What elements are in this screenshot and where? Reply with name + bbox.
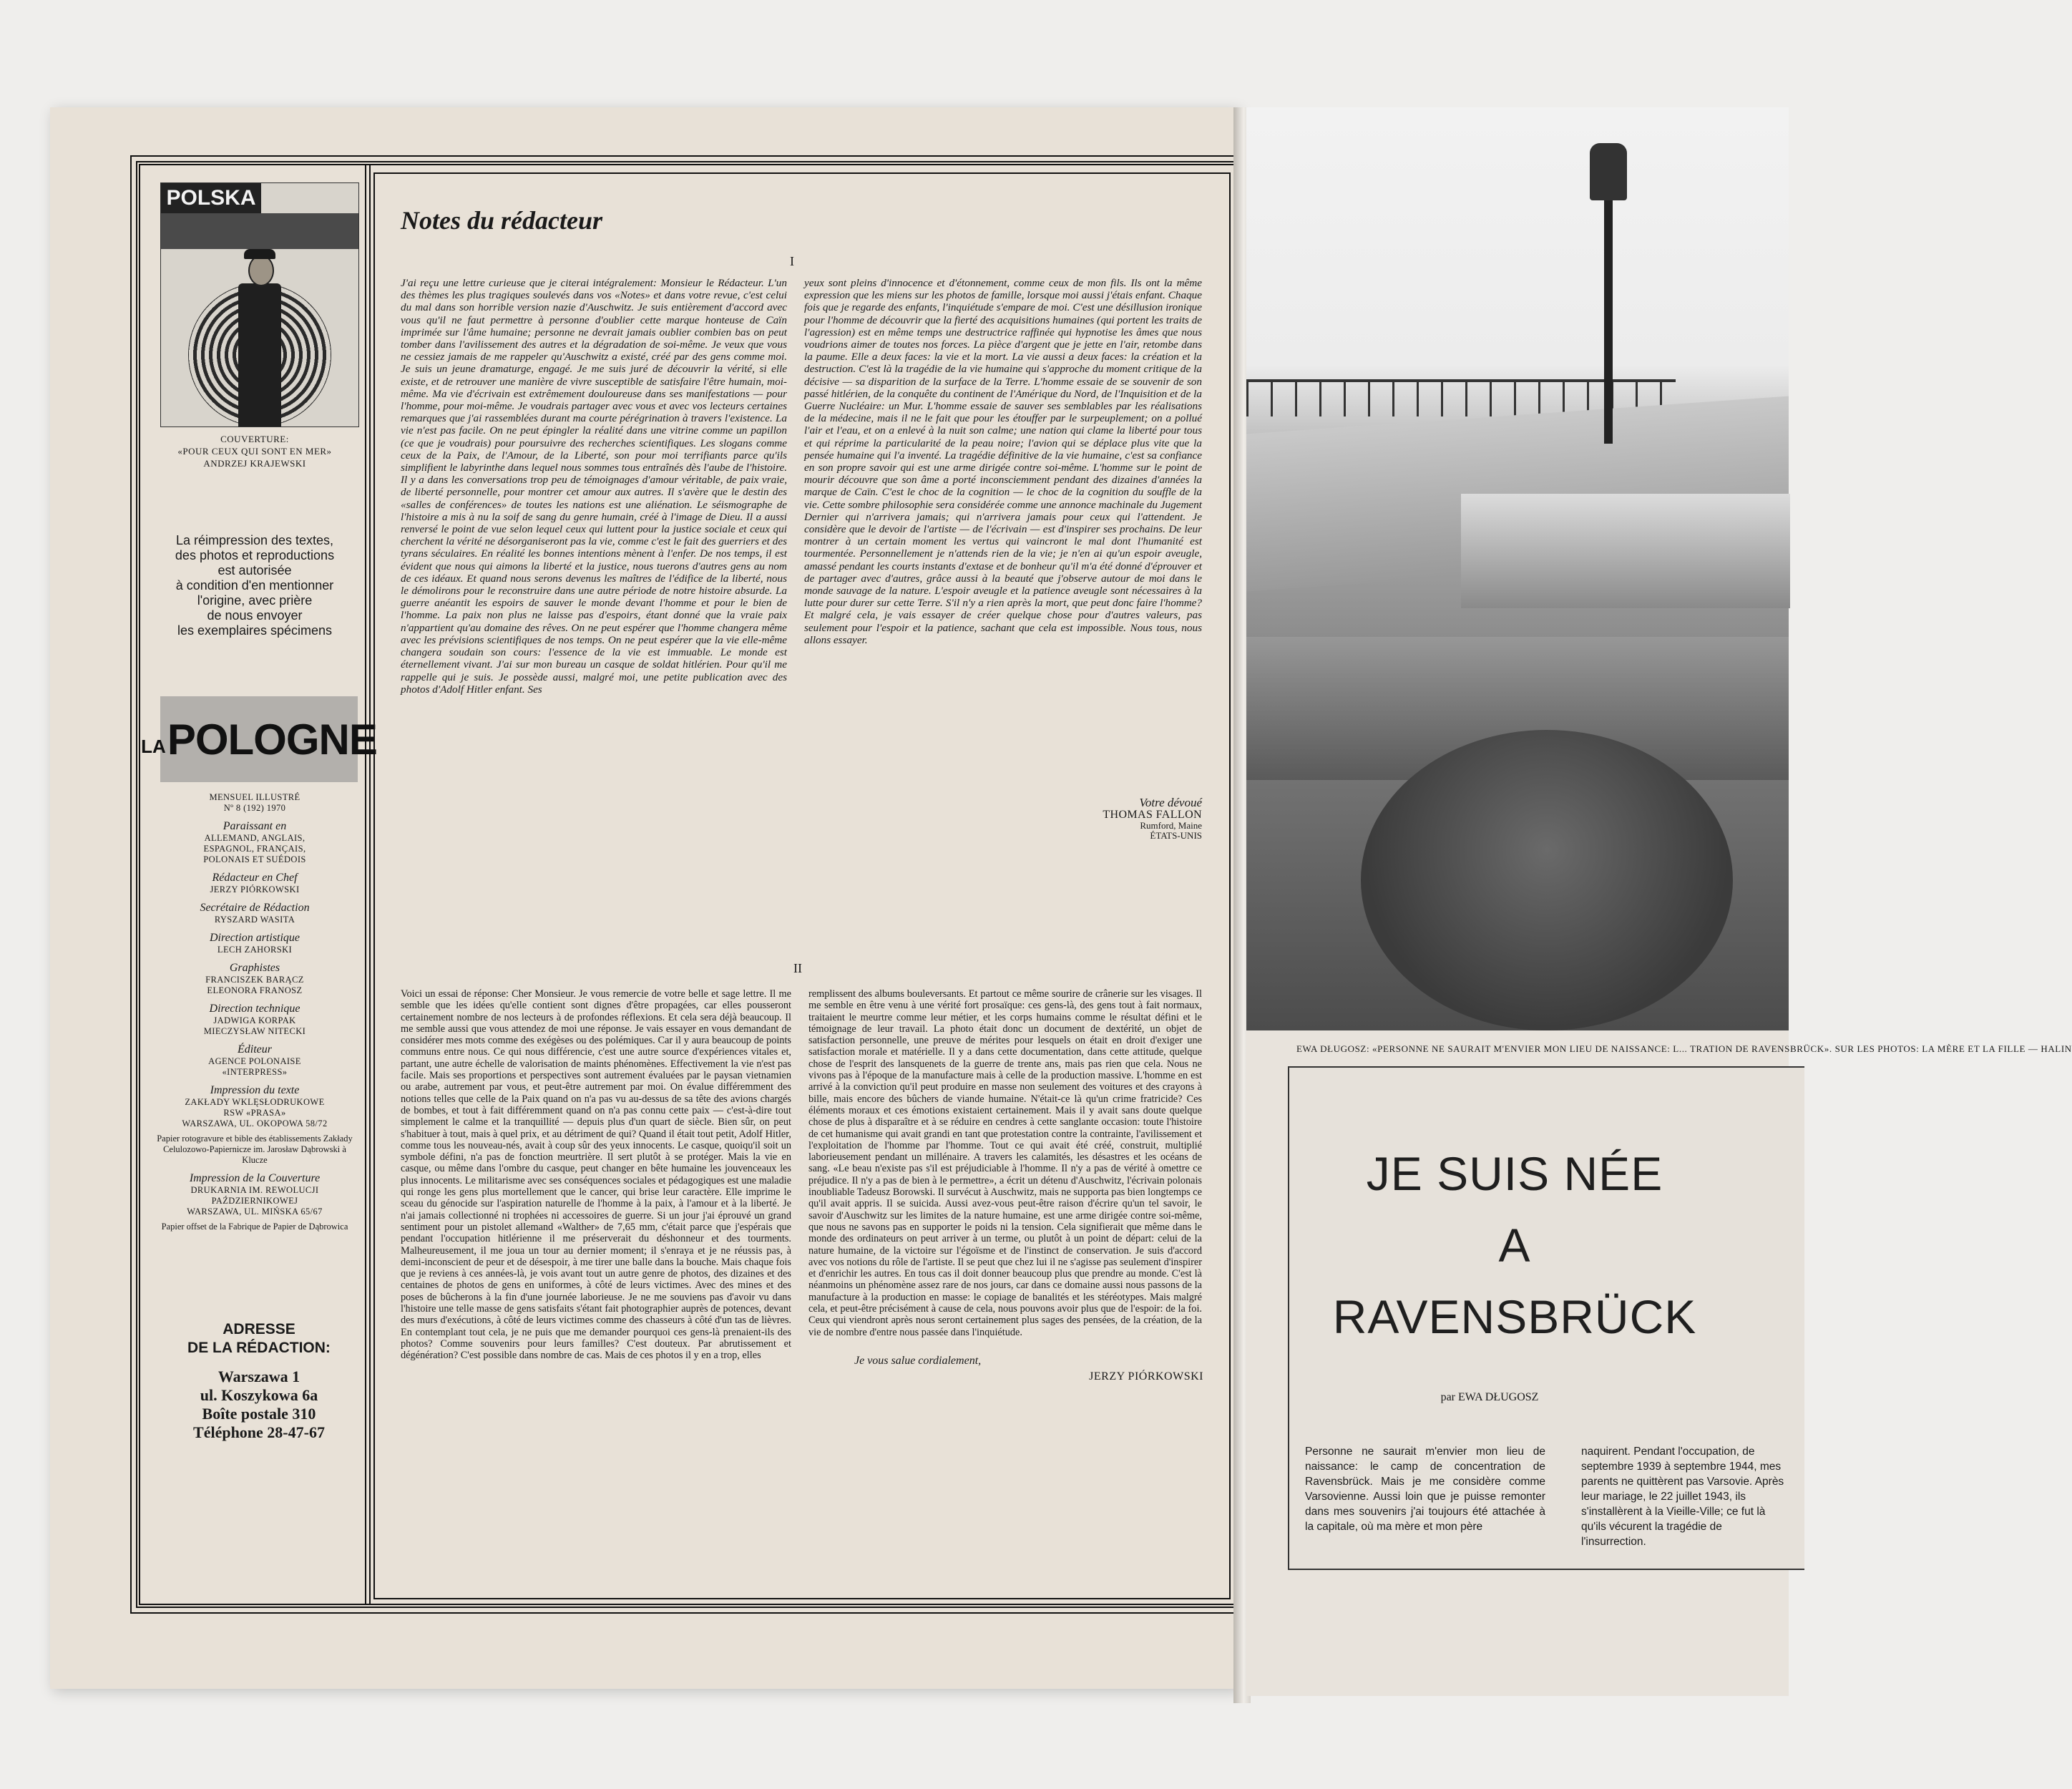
reprint-line: les exemplaires spécimens (177, 623, 333, 638)
cover-thumbnail (160, 182, 359, 427)
signature-closing: Votre dévoué (1139, 796, 1202, 809)
editorial-address (160, 1320, 358, 1442)
letter-column-1: J'ai reçu une lettre curieuse que je citerai intégralement: Monsieur le Rédacteur. L'un des thèmes les plus tragiques soulevés dans vos «Notes» et dans votre revue, c'est celui du mal dans son horrible version nazie d'Auschwitz. Je suis entièrement d'accord avec vous qu'il ne faut permettre à personne d'oublier cette marque honteuse de Caïn imprimée sur l'âme humaine; personne ne devrait jamais oublier combien bas on peut tomber dans l'avilissement des autres et la dégradation de soi-même. Je veux que vous ne cessiez jamais de me rappeler qu'Auschwitz a existé, créé par des gens comme moi. Je suis un jeune dramaturge, engagé. Je me suis juré de découvrir la vérité, si elle existe, et de retrouver une manière de vivre susceptible de satisfaire l'être humain, moi-même. Ma vie d'écrivain est extrêmement douloureuse dans ses manifestations — pour l'homme, pour moi-même. Je voudrais partager avec vous et avec vos lecteurs certaines remarques que j'ai rassemblées durant ma courte pérégrination à travers l'existence. La vie n'est pas facile. On ne peut épingler la réalité dans une vitrine comme un papillon (ce que je voudrais) pour poursuivre des recherches scientifiques. Les slogans comme ceux de la Paix, de l'Amour, de la Liberté, son pour moi terrifiants parce qu'ils simplifient le labyrinthe dans lequel nous sommes tous entraînés dès l'aube de l'histoire. Il y a dans les conversations trop peu de témoignages d'amour véritable, de paix vraie, de liberté personnelle, pour montrer cet amour aux autres. Il s'avère que le destin des «salles de conférences» de toutes les nations est une aliénation. Le séismographe de l'histoire a mis à nu la soif de sang du genre humain, créé à l'image de Dieu. Il a aussi renversé le point de vue selon lequel ceux qui luttent pour la justice sociale et ceux qui cherchent la vérité ne désorganiseront pas la vie, comme c'est le fait des guerriers et des tyrans séculaires. En réalité les bonnes intentions mènent à l'enfer. De nos temps, il est évident que nous qui aimons la liberté et la justice, nous tuerons d'autres gens au nom de ces idéaux. Et quand nous serons devenus les maîtres de l'édifice de la liberté, nous le démolirons pour le reconstruire dans une autre période de notre histoire absurde. La guerre anéantit les espoirs de sauver le monde devant l'homme et pour le bien de l'homme. La paix non plus ne laisse pas d'espoirs, étant donné que la vraie paix n'appartient qu'au domaine des rêves. On ne peut espérer que l'homme changera même avec les prévisions scientifiques de nos temps. On ne peut espérer que la vie elle-même changera soudain son cours: l'essence de la vie est immuable. Le monde est éternellement vivant. J'ai sur mon bureau un casque de soldat hitlérien. Pour qu'il me rappelle qui je suis. Je possède aussi, malgré moi, une petite publication avec des photos d'Adolf Hitler enfant. Ses (401, 277, 787, 696)
letter-column-2: yeux sont pleins d'innocence et d'étonnement, comme ceux de mon fils. Ils ont la même expression que les miens sur les photos de famille, lorsque moi aussi j'étais enfant. Chaque fois que je regarde des enfants, l'inquiétude s'empare de moi. C'est une désillusion ironique pour l'homme de découvrir que la fierté des acquisitions humaines (qui portent les traits de l'agression) est en même temps une destructrice raffinée qui hypnotise les âmes que nous voudrions aimer de toutes nos forces. La pièce d'argent que je jette en l'air, retombe dans la paume. Elle a deux faces: la vie et la mort. La vie aussi a deux faces: la création et la destruction. C'est là la tragédie de la vie humaine qui s'approche du moment critique de la décisive — sa disparition de la surface de la Terre. L'homme essaie de se souvenir de son passé hitlérien, de la conquête du continent de l'Amérique du Nord, de l'Inquisition et de la Guerre Nucléaire: un Mur. L'homme essaie de sauver ses semblables par les réalisations de la médecine, mais il ne le fait que pour les étouffer par le surpeuplement; on a pollué l'air et l'eau, et on a enlevé à la nuit son calme; une nation qui clame la liberté pour tous et qui réprime la particularité de la peau noire; l'avion qui se déplace plus vite que la pensée humaine qui l'a inventé. La tragédie définitive de la vie humaine, c'est sa confiance en son propre savoir qui est une arme dirigée contre soi-même. L'homme sur le point de mourir découvre que son âme a porté inconsciemment pendant des dizaines d'années la marque de Caïn. C'est le choc de la cognition — le choc de la cognition du souffle de la vie. Cette sombre philosophie sera considérée comme une annonce machinale du Jugement Dernier qui n'arrivera jamais; qui n'arrivera jamais pour ceux qui l'attendent. Je considère que le devoir de l'artiste — de l'écrivain — est d'inspirer ses prochains. De leur montrer à un certain moment les vertus qui vaincront le mal dont l'humanité est tourmentée. Personnellement je n'attends rien de la vie; je n'en ai qu'un espoir aveugle, amassé pendant les courts instants d'extase et de bonheur qu'il m'a été donné d'éprouver et de partager avec d'autres, grâce aussi à la beauté que j'observe autour de moi dans le monde sauvage de la nature. L'espoir aveugle et la patience aveugle sont nécessaires à la lutte pour durer sur cette Terre. S'il n'y a rien après la mort, que peut donc faire l'homme? Et malgré cela, je vais essayer de créer quelque chose pour d'autres valeurs, pas seulement pour l'espoir et la patience, sachant que cela est impossible. Nous tous, nous allons essayer. (804, 277, 1202, 646)
cover-caption-line: COUVERTURE: (220, 434, 289, 444)
masthead-role: Graphistes (229, 962, 280, 974)
article-byline: par EWA DŁUGOSZ (1440, 1391, 1539, 1403)
address-line: ul. Koszykowa 6a (200, 1386, 318, 1404)
logo-name: POLOGNE (167, 715, 377, 764)
masthead-line: MENSUEL ILLUSTRÉ (209, 792, 300, 802)
masthead-role: Secrétaire de Rédaction (200, 902, 310, 914)
left-page (50, 107, 1238, 1689)
page-title: Notes du rédacteur (401, 206, 602, 235)
reprint-line: l'origine, avec prière (197, 593, 313, 608)
masthead-line: DRUKARNIA IM. REWOLUCJI (190, 1185, 319, 1195)
masthead-role: Impression de la Couverture (189, 1172, 321, 1184)
address-heading: ADRESSE (223, 1321, 295, 1337)
reply-signature: JERZY PIÓRKOWSKI (1089, 1370, 1203, 1383)
masthead-role: Paraissant en (223, 820, 287, 832)
masthead-line: «INTERPRESS» (222, 1067, 288, 1077)
signature-country: ÉTATS-UNIS (1150, 830, 1202, 841)
masthead-sidebar (141, 175, 377, 1591)
cover-ship-strip (161, 213, 358, 249)
article-column-2: naquirent. Pendant l'occupation, de septembre 1939 à septembre 1944, mes parents ne quittèrent pas Varsovie. Après leur mariage, le 22 juillet 1943, ils s'installèrent à la Vieille-Ville; ce fut là qu'ils vécurent la tragédie de l'insurrection. (1581, 1446, 1784, 1548)
masthead-line: WARSZAWA, UL. OKOPOWA 58/72 (182, 1118, 328, 1129)
reprint-line: est autorisée (218, 563, 292, 577)
masthead-role: Rédacteur en Chef (212, 872, 298, 884)
masthead-line: POLONAIS ET SUÉDOIS (203, 854, 306, 864)
masthead-role: Direction technique (209, 1003, 300, 1015)
cover-brand: POLSKA (161, 183, 261, 213)
headline-line: A (1498, 1219, 1531, 1272)
masthead-line: WARSZAWA, UL. MIŃSKA 65/67 (187, 1207, 323, 1217)
reprint-line: de nous envoyer (207, 608, 303, 623)
photo-steps (1461, 494, 1790, 608)
headline-line: RAVENSBRÜCK (1332, 1290, 1697, 1343)
masthead-role: Direction artistique (209, 932, 300, 944)
masthead-note: Papier rotogravure et bible des établissements Zakłady Celulozowo-Papiernicze im. Jarosław Dąbrowski à Kluczе (157, 1134, 353, 1165)
masthead-line: Nº 8 (192) 1970 (223, 803, 286, 813)
logo-la: LA (141, 735, 166, 757)
masthead-line: FRANCISZEK BARĄCZ (205, 975, 304, 985)
reply-column-2: remplissent des albums bouleversants. Et partout ce même sourire de crânerie sur les visages. Il me semble en être venu à une vérité fort prosaïque: ces gens-là, des gens tout à fait normaux, traitaient le meurtre comme leur métier, et les corps humains comme le résultat défini et le témoignage de leur travail. La photo était donc un document de dextérité, un objet de satisfaction personnelle, une preuve de mérites pour lesquels on était en droit d'exiger une satisfaction morale et matérielle. Il y a dans cette documentation, dans cette attitude, quelque chose de l'esprit des lansquenets de la guerre de trente ans, mais pas rien que cela. Nous ne vivons pas à l'époque de la manufacture mais à celle de la production massive. L'homme en est arrivé à la conviction qu'il peut produire en masse non seulement des voitures et des crayons à bille, mais encore des bûchers de viande humaine. N'était-ce là qu'un crime fratricide? Ces éléments moraux et ces émotions existaient certainement. Mais il y avait sans doute quelque chose de plus à disparaître et à se réduire en cendres à cette sanglante occasion: toute l'histoire de cet humanisme qui avait grandi en tant que protestation contre la contrainte, l'avilissement et l'exploitation de l'homme par l'homme. Tout ce qui avait été créé, construit, multiplié laborieusement pendant un millénaire. A travers les calamités, les désastres et les océans de sang. «Le beau n'existe pas s'il est préjudiciable à l'homme. Il n'y a pas de vérité à omettre ce préjudice. Il n'y a pas de bien à le permettre», a écrit un détenu d'Auschwitz, l'écrivain polonais inoubliable Tadeusz Borowski. Il survécut à Auschwitz, mais ne supporta pas bien longtemps ce qu'il avait appris. Il se suicida. Aussi avez-vous peut-être raison d'écrire qu'un tel savoir, le savoir d'Auschwitz sur les limites de la nature humaine, est une arme dirigée contre soi-même, que nous ne savons pas en supporter le poids ni la tension. Cela signifierait que même dans le monde des ordinateurs on peut arriver à un terme, ou plutôt à un point de départ: celui de la nature humaine, de la victoire sur l'égoïsme et de l'instinct de conservation. Je suis d'accord avec vos notions du rôle de l'artiste. Il se peut que chez lui il ne s'agisse pas seulement d'inspirer et d'enrichir les autres. En tous cas il doit donner beaucoup plus que prendre au monde. C'est là néanmoins un phénomène assez rare de nos jours, car dans ce domaine aussi nous passons de la manufacture à la production en masse: le copiage de banalités et les stéréotypes. Mais malgré cela, et peut-être précisément à cause de cela, nous pouvons avoir plus que de l'espoir: de la foi. Ceux qui viendront après nous seront certainement plus sages des pensées, de la création, de la vie de nombre d'entre nous passée dans l'inquiétude. (808, 988, 1202, 1338)
masthead-note: Papier offset de la Fabrique de Papier de Dąbrowica (161, 1222, 348, 1232)
photo-lamp (1590, 143, 1627, 200)
reply-column-1: Voici un essai de réponse: Cher Monsieur. Je vous remercie de votre belle et sage lettre. Il me semble que les idées qu'elle contient sont dignes d'être propagées, car elles pousseront certainement nombre de nos lecteurs à de profondes réflexions. Et cela sera déjà beaucoup. Il me semble aussi que vous attendez de moi une réponse. Je vais essayer en vous demandant de considérer mes mots comme des exégèses ou des polémiques. Car il y aura beaucoup de points communs entre nous. Ce qui nous différencie, c'est une autre source d'expériences vitales et, partant, une autre échelle de valorisation de maints phénomènes. Effectivement la vie n'est pas facile. Mais ses proportions et perspectives sont autrement évaluées par le paysan vietnamien ou arabe, autrement par vous, et peut-être autrement par moi. On évalue différemment des notions telles que celle de la Paix quand on n'a pas vu au-dessus de sa tête des avions chargés de bombes, et tout à fait différemment quand on n'a pas connu cette paix — c'est-à-dire tout simplement le calme et la tranquillité — depuis plus d'un quart de siècle. Bien sûr, on peut s'habituer à tout, mais à quel prix, et au détriment de qui? Quand il était tout petit, Adolf Hitler, comme tous les nouveau-nés, avait à coup sûr des yeux innocents. Le casque, quoiqu'il soit un symbole défini, n'a pas de fonction meurtrière. Il sert plutôt à se protéger. Mais la vie en casque, ou même dans l'ombre du casque, peut changer en bête humaine les jouvenceaux les plus innocents. Le militarisme avec ses conséquences sociales et pédagogiques est une maladie qui ronge les gens plus mortellement que le cancer, qui brise leur caractère. Elle imprime le sceau du génocide sur l'aspiration naturelle de l'homme à la paix, à l'amour et à la liberté. Je n'ai jamais collectionné ni trophées ni accessoires de guerre. Si un jour j'ai éprouvé un grand sentiment pour un pistolet allemand «Walther» de 7,65 mm, c'était parce que j'espérais que pendant l'occupation hitlérienne il me préserverait du déshonneur et des tourments. Malheureusement, il me joua un tour au dernier moment; il s'enraya et je ne réussis pas, à demi-inconscient de peur et de désespoir, à me tirer une balle dans la bouche. Mais chaque fois que je reviens à ces années-là, je vois avant tout un autre genre de photos, des dizaines et des centaines de photos de gens en uniformes, à côté de leurs victimes. Avec des mines et des poses de bûcherons à la fin d'une journée laborieuse. Je ne me souviens pas d'avoir vu dans l'histoire une telle masse de gens satisfaits s'étant fait photographier auprès de potences, devant des murs d'exécutions, à côté de leurs victimes comme des chasseurs à côté d'un tas de lièvres. En contemplant tout cela, je ne puis que me demander pourquoi ces gens-là prenaient-ils des photos? Comme souvenirs pour leurs familles? C'est douteux. Par abrutissement et dégénération? C'est possible dans nombre de cas. Mais de ces photos il y en a trop, elles (401, 988, 791, 1362)
masthead-line: JADWIGA KORPAK (213, 1015, 296, 1025)
masthead-line: MIECZYSŁAW NITECKI (203, 1026, 306, 1036)
sidebar-divider (365, 165, 371, 1604)
section-number-2: II (793, 961, 802, 975)
right-page (1246, 107, 2072, 1696)
double-border-frame (136, 161, 1239, 1608)
signature-city: Rumford, Maine (1140, 820, 1202, 831)
masthead-line: RSW «PRASA» (223, 1108, 286, 1118)
article-column-1: Personne ne saurait m'envier mon lieu de naissance: le camp de concentration de Ravensbrück. Mais je me considère comme Varsovienne. Aussi loin que je puisse remonter dans mes souvenirs j'ai toujours été attachée à la capitale, où ma mère et mon père (1305, 1446, 1545, 1533)
cover-sailor-figure (238, 255, 281, 426)
la-pologne-logo (141, 696, 377, 782)
reply-salutation: Je vous salue cordialement, (854, 1355, 982, 1367)
masthead-line: PAŹDZIERNIKOWEJ (211, 1196, 298, 1206)
cover-caption-line: ANDRZEJ KRAJEWSKI (203, 458, 306, 469)
masthead-role: Éditeur (238, 1043, 272, 1056)
address-line: Warszawa 1 (218, 1368, 300, 1385)
masthead-line: JERZY PIÓRKOWSKI (210, 884, 300, 894)
article-headline (1268, 1138, 1761, 1352)
letter-signature (1103, 796, 1202, 841)
reprint-note (157, 533, 352, 638)
cover-caption-line: «POUR CEUX QUI SONT EN MER» (177, 446, 332, 457)
editor-notes (373, 172, 1231, 1599)
masthead-line: LECH ZAHORSKI (217, 945, 293, 955)
section-number-1: I (790, 254, 794, 268)
masthead-line: ESPAGNOL, FRANÇAIS, (203, 844, 306, 854)
photo-foreground-figure (1361, 730, 1733, 1030)
signature-name: THOMAS FALLON (1103, 809, 1202, 821)
masthead-line: RYSZARD WASITA (214, 915, 295, 925)
masthead-line: ELEONORA FRANOSZ (207, 985, 303, 995)
masthead-line: ALLEMAND, ANGLAIS, (204, 833, 306, 843)
masthead-line: ZAKŁADY WKLĘSŁODRUKOWE (185, 1097, 325, 1107)
photo-caption: EWA DŁUGOSZ: «PERSONNE NE SAURAIT M'ENVIER MON LIEU DE NAISSANCE: L... TRATION DE RAVENSBRÜCK». SUR LES PHOTOS: LA MÈRE ET LA FILLE — HALIN (1296, 1043, 2072, 1054)
reprint-line: des photos et reproductions (175, 548, 335, 562)
reprint-line: La réimpression des textes, (175, 533, 334, 547)
reprint-line: à condition d'en mentionner (175, 578, 334, 593)
address-heading: DE LA RÉDACTION: (187, 1340, 331, 1356)
address-line: Boîte postale 310 (202, 1405, 316, 1423)
address-line: Téléphone 28-47-67 (193, 1423, 325, 1441)
headline-line: JE SUIS NÉE (1366, 1147, 1663, 1200)
masthead-role: Impression du texte (210, 1084, 300, 1096)
masthead-line: AGENCE POLONAISE (208, 1056, 301, 1066)
cover-caption (150, 433, 359, 469)
masthead-credits (155, 792, 355, 1232)
article-photo (1246, 107, 1789, 1030)
